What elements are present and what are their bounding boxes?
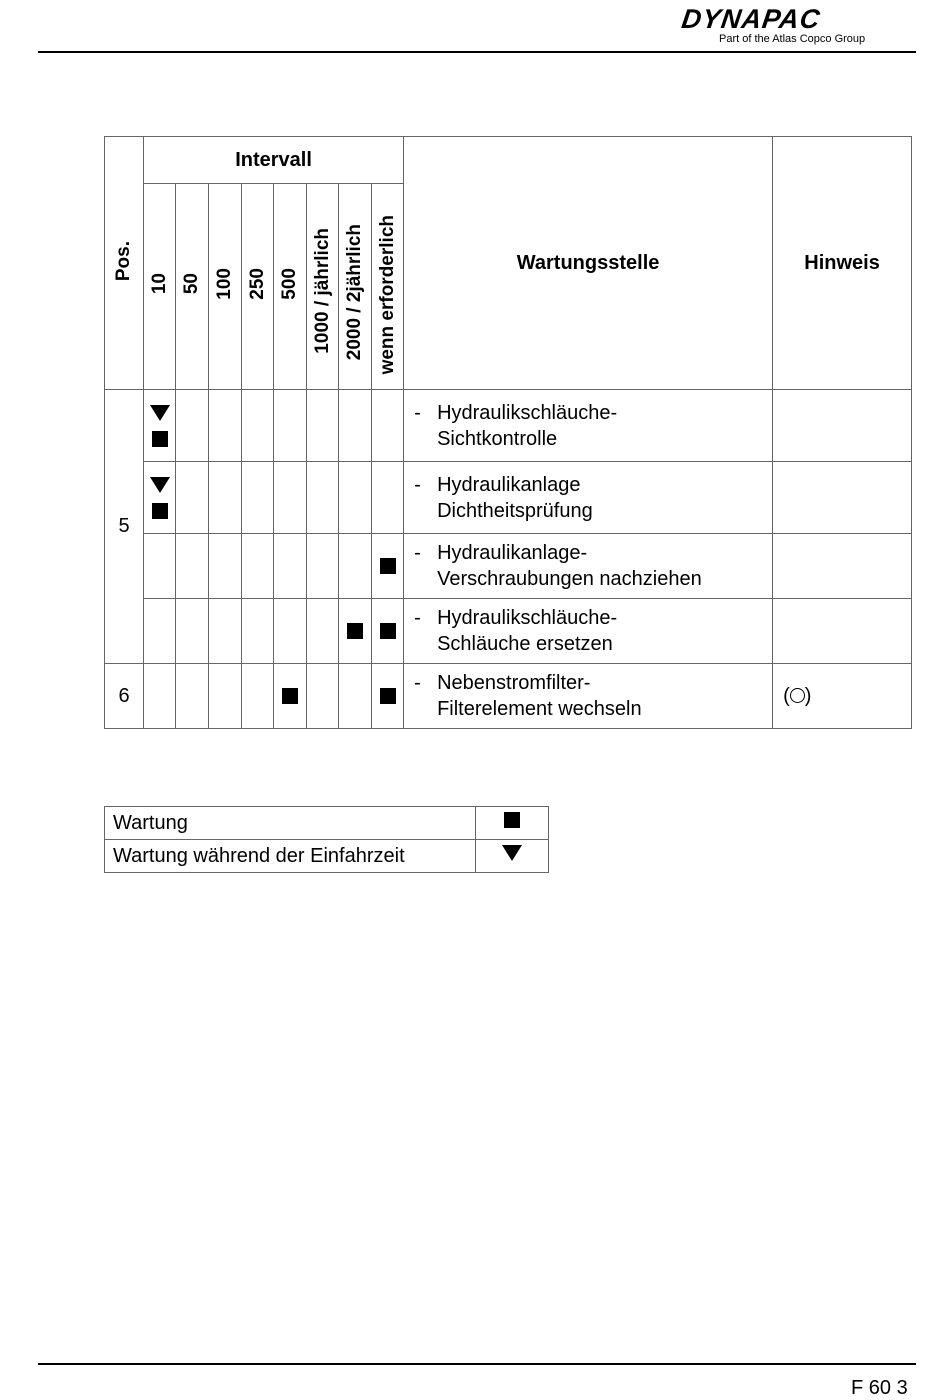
table-row	[105, 664, 912, 729]
run-in-maintenance-icon	[150, 477, 170, 493]
note-cell: ( )	[773, 664, 912, 729]
dynapac-logo: DYNAPAC	[679, 4, 823, 34]
service-point-cell: - Hydraulikschläuche- Schläuche ersetzen	[404, 599, 773, 664]
maintenance-icon	[380, 688, 396, 704]
note-cell	[773, 534, 912, 599]
circle-icon	[790, 688, 805, 703]
note-cell	[773, 599, 912, 664]
maintenance-icon	[152, 431, 168, 447]
legend-table	[104, 806, 549, 873]
maintenance-icon	[152, 503, 168, 519]
maintenance-schedule-table	[104, 136, 912, 729]
interval-col-2000: 2000 / 2jährlich	[339, 184, 372, 390]
service-point-cell: - Hydraulikanlage- Verschraubungen nachziehen	[404, 534, 773, 599]
run-in-maintenance-icon	[150, 405, 170, 421]
maintenance-icon	[504, 812, 520, 828]
note-cell	[773, 390, 912, 462]
table-row	[105, 534, 912, 599]
service-point-cell: - Hydraulikanlage Dichtheitsprüfung	[404, 462, 773, 534]
legend-row	[105, 840, 549, 873]
run-in-maintenance-icon	[502, 845, 522, 861]
table-row	[105, 462, 912, 534]
interval-col-1000: 1000 / jährlich	[307, 184, 339, 390]
legend-row	[105, 807, 549, 840]
interval-col-100: 100	[209, 184, 242, 390]
interval-col-500: 500	[274, 184, 307, 390]
pos-cell: 6	[105, 664, 144, 729]
service-point-cell: - Hydraulikschläuche- Sichtkontrolle	[404, 390, 773, 462]
maintenance-icon	[347, 623, 363, 639]
service-point-header: Wartungsstelle	[404, 137, 773, 390]
legend-label: Wartung während der Einfahrzeit	[105, 840, 476, 873]
maintenance-icon	[380, 558, 396, 574]
pos-cell: 5	[105, 390, 144, 664]
service-point-cell: - Nebenstromfilter- Filterelement wechseln	[404, 664, 773, 729]
interval-col-50: 50	[176, 184, 209, 390]
note-cell	[773, 462, 912, 534]
maintenance-icon	[282, 688, 298, 704]
maintenance-icon	[380, 623, 396, 639]
note-header: Hinweis	[773, 137, 912, 390]
logo-tagline: Part of the Atlas Copco Group	[719, 33, 866, 45]
interval-col-10: 10	[144, 184, 176, 390]
table-row	[105, 599, 912, 664]
interval-col-250: 250	[242, 184, 274, 390]
page-number: F 60 3	[851, 1377, 908, 1399]
legend-label: Wartung	[105, 807, 476, 840]
interval-col-as-needed: wenn erforderlich	[372, 184, 404, 390]
interval-header: Intervall	[144, 137, 404, 184]
header-divider	[38, 51, 916, 53]
table-row	[105, 390, 912, 462]
pos-header: Pos.	[105, 137, 144, 390]
footer-divider	[38, 1363, 916, 1365]
